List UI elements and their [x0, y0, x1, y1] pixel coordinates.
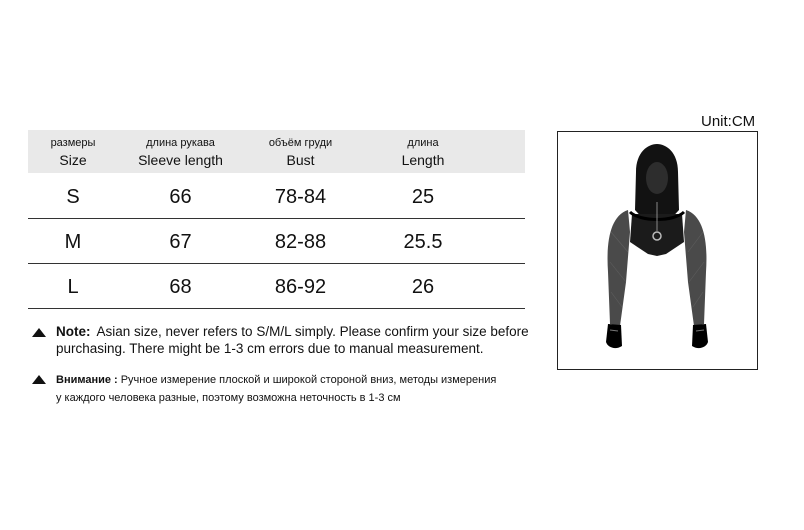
header-length	[368, 130, 478, 168]
note-label: Note:	[56, 324, 91, 339]
header-bust-ru: объём груди	[268, 137, 333, 149]
unit-label: Unit:CM	[701, 113, 756, 130]
cell-size: M	[64, 231, 82, 253]
row-divider	[28, 308, 525, 309]
header-size-ru: размеры	[50, 137, 96, 149]
header-bust-en: Bust	[286, 152, 315, 168]
note-text-1: Asian size, never refers to S/M/L simply. Please confirm your size before	[96, 324, 529, 339]
table-row	[28, 220, 525, 264]
cell-length: 26	[411, 276, 435, 298]
header-length-ru: длина	[407, 137, 439, 149]
header-bust	[243, 130, 358, 168]
header-sleeve	[118, 130, 243, 168]
warning-line-1	[56, 373, 496, 387]
warning-text-1: Ручное измерение плоской и широкой стороной вниз, методы измерения	[120, 374, 497, 386]
table-row	[28, 175, 525, 219]
cell-bust: 86-92	[274, 276, 327, 298]
header-length-en: Length	[401, 152, 445, 168]
cell-bust: 82-88	[274, 231, 327, 253]
table-header	[28, 130, 525, 173]
product-photo	[557, 131, 758, 370]
cell-sleeve: 66	[169, 186, 192, 208]
warning-label: Внимание :	[56, 374, 118, 386]
cell-size: S	[66, 186, 80, 208]
warning-triangle-icon	[32, 328, 46, 337]
cell-length: 25.5	[403, 231, 443, 253]
header-size-en: Size	[59, 152, 87, 168]
cell-sleeve: 67	[169, 231, 192, 253]
warning-text-2: у каждого человека разные, поэтому возможна неточность в 1-3 см	[56, 392, 401, 404]
cell-sleeve: 68	[169, 276, 192, 298]
header-size	[28, 130, 118, 168]
cell-bust: 78-84	[274, 186, 327, 208]
warning-triangle-icon	[32, 375, 46, 384]
header-sleeve-ru: длина рукава	[146, 137, 215, 149]
cell-size: L	[67, 276, 79, 298]
note-text-2: purchasing. There might be 1-3 cm errors due to manual measurement.	[56, 341, 484, 356]
note-line-1	[56, 324, 529, 340]
table-row	[28, 265, 525, 309]
row-divider	[28, 263, 525, 264]
row-divider	[28, 218, 525, 219]
header-sleeve-en: Sleeve length	[138, 152, 223, 168]
cell-length: 25	[411, 186, 435, 208]
hooded-mesh-crop-top-image	[558, 132, 757, 369]
